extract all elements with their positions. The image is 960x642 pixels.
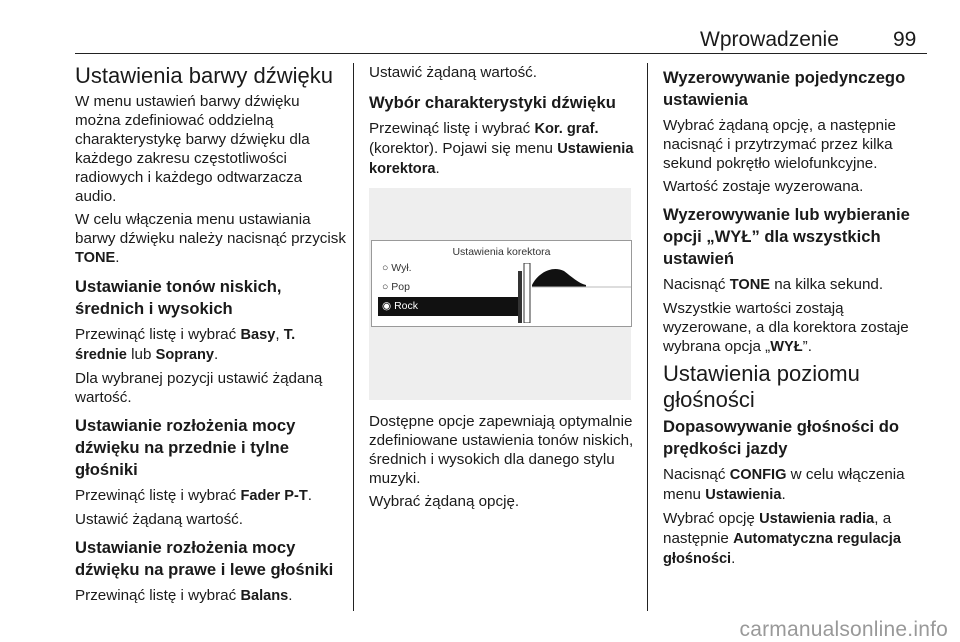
header-rule [75,53,927,54]
paragraph: W celu włączenia menu ustawiania barwy dźwięku należy nacisnąć przycisk TONE. [75,211,346,266]
option-treble: Soprany [155,347,215,363]
option-fader: Fader P-T [240,488,308,504]
column-divider-2 [647,63,648,611]
subheading-bass-mid-treble: Ustawianie tonów niskich, średnich i wysokich [75,277,282,318]
equalizer-option-rock[interactable]: ◉ Rock [378,297,518,316]
column-divider-1 [353,63,354,611]
paragraph: Wybrać żądaną opcję, a następnie nacisnąć i przytrzymać przez kilka sekund pokrętło wielofunkcyjne. [663,117,896,172]
page-number: 99 [893,28,917,51]
paragraph: W menu ustawień barwy dźwięku można zdefiniować oddzielną charakterystykę barwy dźwięku dla każdego zakresu częstotliwości radiowych i każdego odtwarzacza audio. [75,93,310,205]
paragraph: Dla wybranej pozycji ustawić żądaną wartość. [75,370,323,406]
header-title: Wprowadzenie [700,28,839,51]
option-auto-volume: Automatyczna regulacja głośności [663,531,901,567]
section-heading-tone: Ustawienia barwy dźwięku [75,63,333,88]
key-tone: TONE [729,277,770,293]
option-radio-settings: Ustawienia radia [759,511,875,527]
menu-settings: Ustawienia [705,487,782,503]
equalizer-screenshot [369,188,631,400]
menu-equalizer-settings: Ustawienia korektora [369,141,634,177]
key-config: CONFIG [729,467,787,483]
section-heading-volume: Ustawienia poziomu głośności [663,361,860,412]
key-tone: TONE [75,250,116,266]
equalizer-option-list [378,259,518,316]
paragraph: Wybrać opcję Ustawienia radia, a następnie Automatyczna regulacja głośności. [663,510,901,567]
paragraph: Wartość zostaje wyzerowana. [663,178,864,195]
paragraph: Ustawić żądaną wartość. [369,64,537,81]
option-off: WYŁ [770,339,803,355]
option-mid: T. średnie [75,327,296,363]
subheading-equalizer: Wybór charakterystyki dźwięku [369,93,616,112]
equalizer-curve-graphic [518,263,631,323]
equalizer-screen [371,240,632,327]
paragraph: Przewinąć listę i wybrać Basy, T. średnie lub Soprany. [75,326,296,363]
paragraph: Ustawić żądaną wartość. [75,511,243,528]
subheading-reset-all: Wyzerowywanie lub wybieranie opcji „WYŁ” dla wszystkich ustawień [663,205,910,268]
paragraph: Przewinąć listę i wybrać Fader P-T. [75,487,312,504]
option-bass: Basy [240,327,276,343]
paragraph: Dostępne opcje zapewniają optymalnie zdefiniowane ustawienia tonów niskich, średnich i wysokich dla danego stylu muzyki. [369,413,634,487]
column-3 [663,63,931,573]
equalizer-option-off[interactable]: ○ Wył. [382,262,412,274]
screen-title: Ustawienia korektora [452,246,551,258]
paragraph: Wybrać żądaną opcję. [369,493,520,510]
subheading-balance: Ustawianie rozłożenia mocy dźwięku na prawe i lewe głośniki [75,538,334,579]
equalizer-option-pop[interactable]: ○ Pop [382,281,410,293]
paragraph: Nacisnąć TONE na kilka sekund. [663,276,884,293]
paragraph: Przewinąć listę i wybrać Balans. [75,587,293,604]
paragraph: Wszystkie wartości zostają wyzerowane, a dla korektora zostaje wybrana opcja „WYŁ”. [663,300,909,355]
paragraph: Przewinąć listę i wybrać Kor. graf. (korektor). Pojawi się menu Ustawienia korektora. [369,120,634,177]
subheading-fader: Ustawianie rozłożenia mocy dźwięku na przednie i tylne głośniki [75,416,296,479]
column-1 [75,63,347,610]
option-equalizer: Kor. graf. [534,121,599,137]
subheading-reset-single: Wyzerowywanie pojedynczego ustawienia [663,68,906,109]
watermark: carmanualsonline.info [739,618,948,641]
paragraph: Nacisnąć CONFIG w celu włączenia menu Ustawienia. [663,466,905,503]
option-balance: Balans [240,588,289,604]
subheading-speed-volume: Dopasowywanie głośności do prędkości jazdy [663,417,900,458]
column-2 [369,63,635,515]
